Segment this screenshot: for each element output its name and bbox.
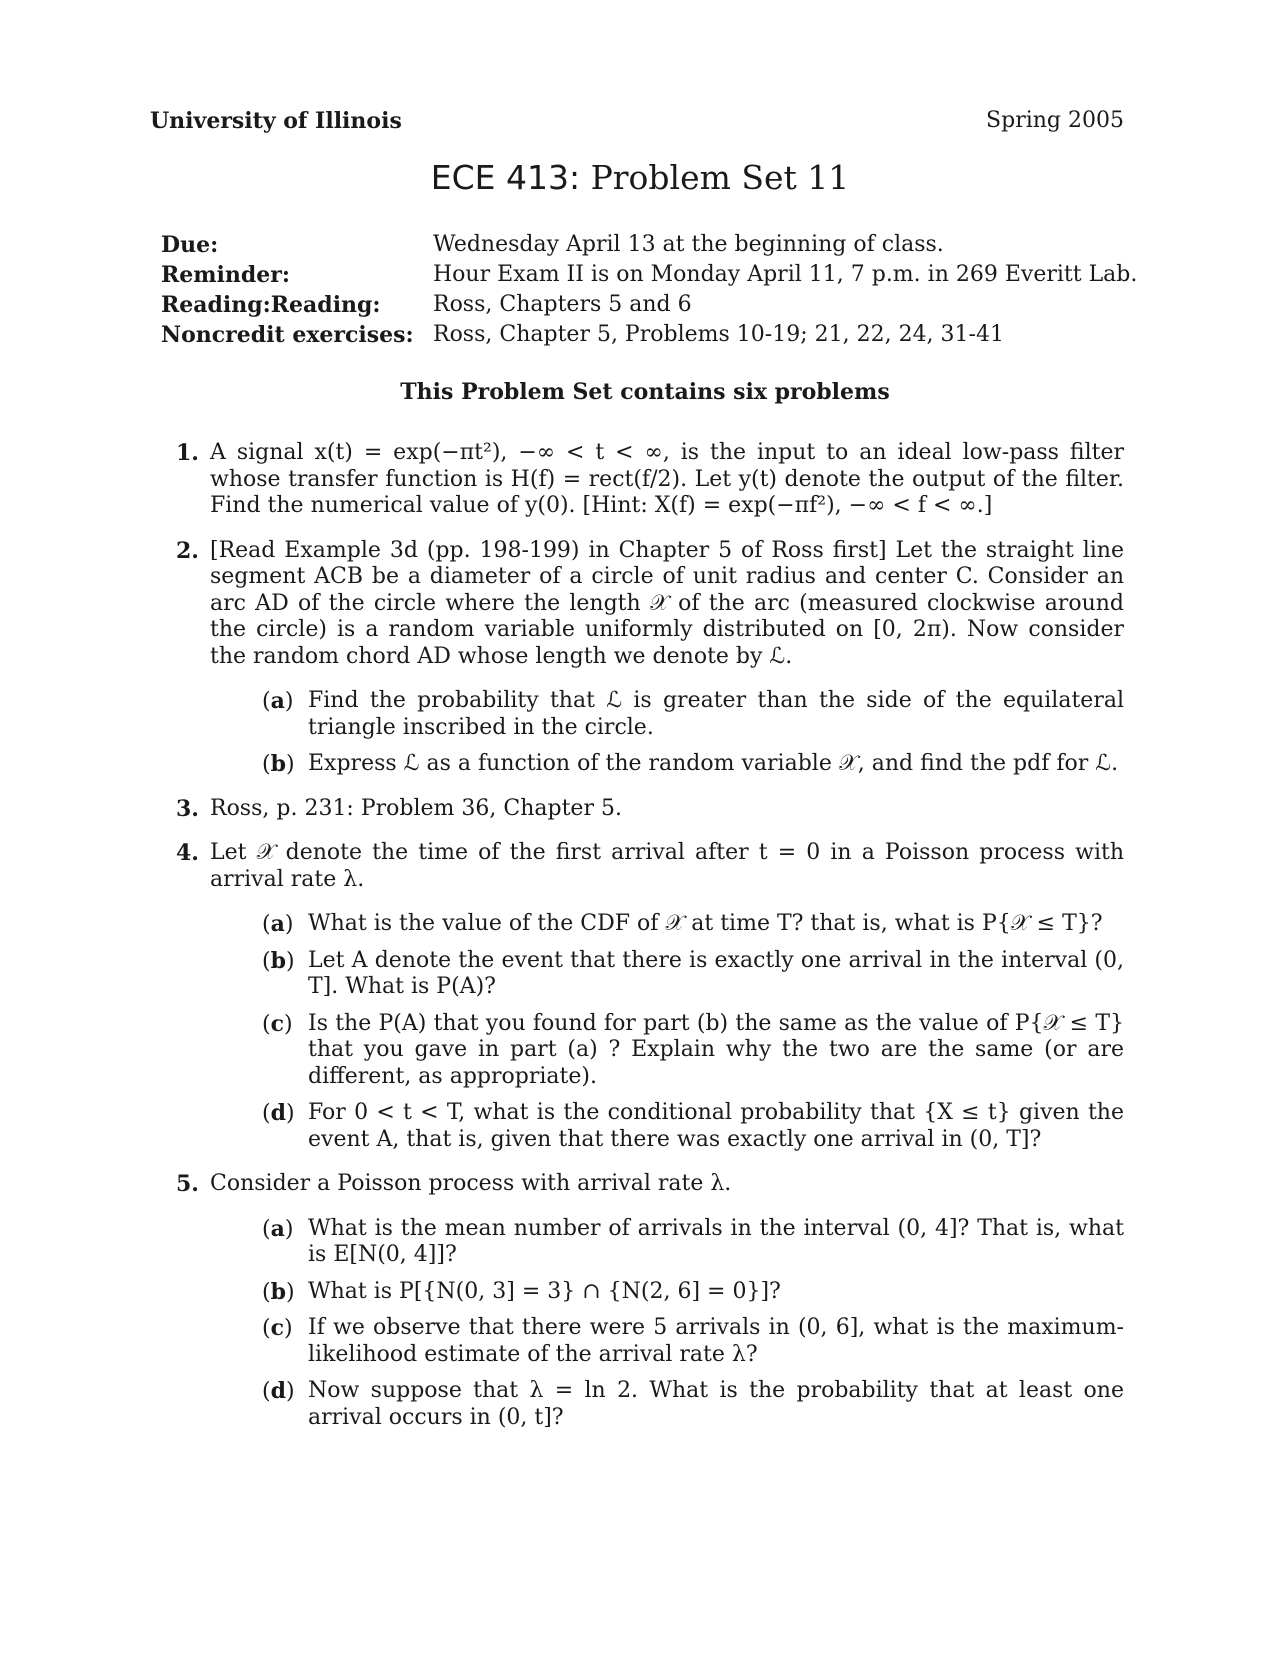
- info-value: Ross, Chapters 5 and 6: [433, 292, 692, 317]
- term-label: Spring 2005: [986, 108, 1124, 133]
- subpart-text: What is the value of the CDF of 𝒳 at time T? that is, what is P{𝒳 ≤ T}?: [308, 911, 1103, 936]
- problem-set-title: Problem Set 11: [590, 158, 850, 197]
- course-code: ECE 413:: [430, 158, 581, 197]
- subpart-c: [262, 1315, 1124, 1368]
- subpart-label: (a): [262, 1215, 294, 1242]
- subpart-label: (c): [262, 1010, 293, 1037]
- problem-subparts: [210, 911, 1124, 1153]
- subpart-b: [262, 751, 1124, 778]
- subpart-label: (a): [262, 688, 294, 714]
- subpart-label: (b): [262, 947, 295, 974]
- problem-number: 4.: [176, 840, 199, 866]
- page-title: [0, 158, 1280, 197]
- subpart-text: Let A denote the event that there is exactly one arrival in the interval (0, T]. What is P(A)?: [308, 947, 1124, 999]
- page-header: [150, 108, 1124, 140]
- subpart-d: [262, 1378, 1124, 1431]
- subpart-text: What is the mean number of arrivals in the interval (0, 4]? That is, what is E[N(0, 4]]?: [308, 1215, 1124, 1267]
- problem-2: [176, 538, 1124, 778]
- subpart-text: What is P[{N(0, 3] = 3} ∩ {N(2, 6] = 0}]?: [308, 1278, 781, 1304]
- subpart-label: (d): [262, 1100, 295, 1126]
- subpart-label: (d): [262, 1378, 295, 1404]
- problem-5: [176, 1171, 1124, 1431]
- info-value: Wednesday April 13 at the beginning of class.: [433, 232, 944, 257]
- info-label: Reading:Reading:: [161, 292, 381, 318]
- subpart-label: (a): [262, 911, 294, 937]
- subpart-text: Find the probability that ℒ is greater than the side of the equilateral triangle inscribed in the circle.: [308, 688, 1124, 740]
- problem-number: 3.: [176, 795, 199, 822]
- subpart-b: [262, 1279, 1124, 1306]
- problem-4: [176, 840, 1124, 1153]
- subpart-c: [262, 1011, 1124, 1091]
- subpart-b: [262, 948, 1124, 1001]
- problem-number: 2.: [176, 537, 199, 564]
- subpart-label: (b): [262, 751, 295, 777]
- problem-3: [176, 796, 1124, 823]
- subpart-label: (c): [262, 1315, 293, 1341]
- subpart-d: [262, 1100, 1124, 1153]
- subpart-a: [262, 911, 1124, 938]
- info-label: Reminder:: [161, 262, 291, 288]
- problem-text: Let 𝒳 denote the time of the first arrival after t = 0 in a Poisson process with arrival rate λ.: [210, 840, 1124, 892]
- subpart-text: Express ℒ as a function of the random variable 𝒳, and find the pdf for ℒ.: [308, 751, 1119, 776]
- subpart-a: [262, 688, 1124, 741]
- subpart-text: For 0 < t < T, what is the conditional probability that {X ≤ t} given the event A, that is, given that there was exactly one arrival in (0, T]?: [308, 1100, 1124, 1152]
- info-value: Hour Exam II is on Monday April 11, 7 p.m. in 269 Everitt Lab.: [433, 262, 1138, 287]
- problem-number: 1.: [176, 440, 199, 466]
- problem-list: [176, 440, 1124, 1449]
- problem-set-summary: This Problem Set contains six problems: [400, 379, 890, 405]
- problem-text: Consider a Poisson process with arrival rate λ.: [210, 1171, 732, 1196]
- problem-text: A signal x(t) = exp(−πt²), −∞ < t < ∞, is the input to an ideal low-pass filter whose transfer function is H(f) = rect(f/2). Let y(t) denote the output of the filter. Find the numerical value of y(0). [Hint: X(f) = exp(−πf²), −∞ < f < ∞.]: [210, 440, 1124, 518]
- problem-1: [176, 440, 1124, 520]
- subpart-label: (b): [262, 1278, 295, 1305]
- info-value: Ross, Chapter 5, Problems 10-19; 21, 22, 24, 31-41: [433, 322, 1004, 347]
- problem-subparts: [210, 688, 1124, 778]
- problem-subparts: [210, 1216, 1124, 1432]
- subpart-text: Is the P(A) that you found for part (b) the same as the value of P{𝒳 ≤ T} that you gave in part (a) ? Explain why the two are the same (or are different, as appropriate).: [308, 1010, 1124, 1089]
- info-label: Noncredit exercises:: [161, 322, 414, 348]
- subpart-a: [262, 1216, 1124, 1269]
- info-label: Due:: [161, 232, 219, 258]
- subpart-text: If we observe that there were 5 arrivals in (0, 6], what is the maximum-likelihood estimate of the arrival rate λ?: [308, 1315, 1124, 1367]
- problem-text: Ross, p. 231: Problem 36, Chapter 5.: [210, 795, 622, 821]
- subpart-text: Now suppose that λ = ln 2. What is the probability that at least one arrival occurs in (0, t]?: [308, 1378, 1124, 1430]
- institution-name: University of Illinois: [150, 108, 402, 134]
- problem-text: [Read Example 3d (pp. 198-199) in Chapter 5 of Ross first] Let the straight line segment ACB be a diameter of a circle of unit radius and center C. Consider an arc AD of the circle where the length 𝒳 of the arc (measured clockwise around the circle) is a random variable uniformly distributed on [0, 2π). Now consider the random chord AD whose length we denote by ℒ.: [210, 537, 1124, 669]
- problem-number: 5.: [176, 1171, 199, 1197]
